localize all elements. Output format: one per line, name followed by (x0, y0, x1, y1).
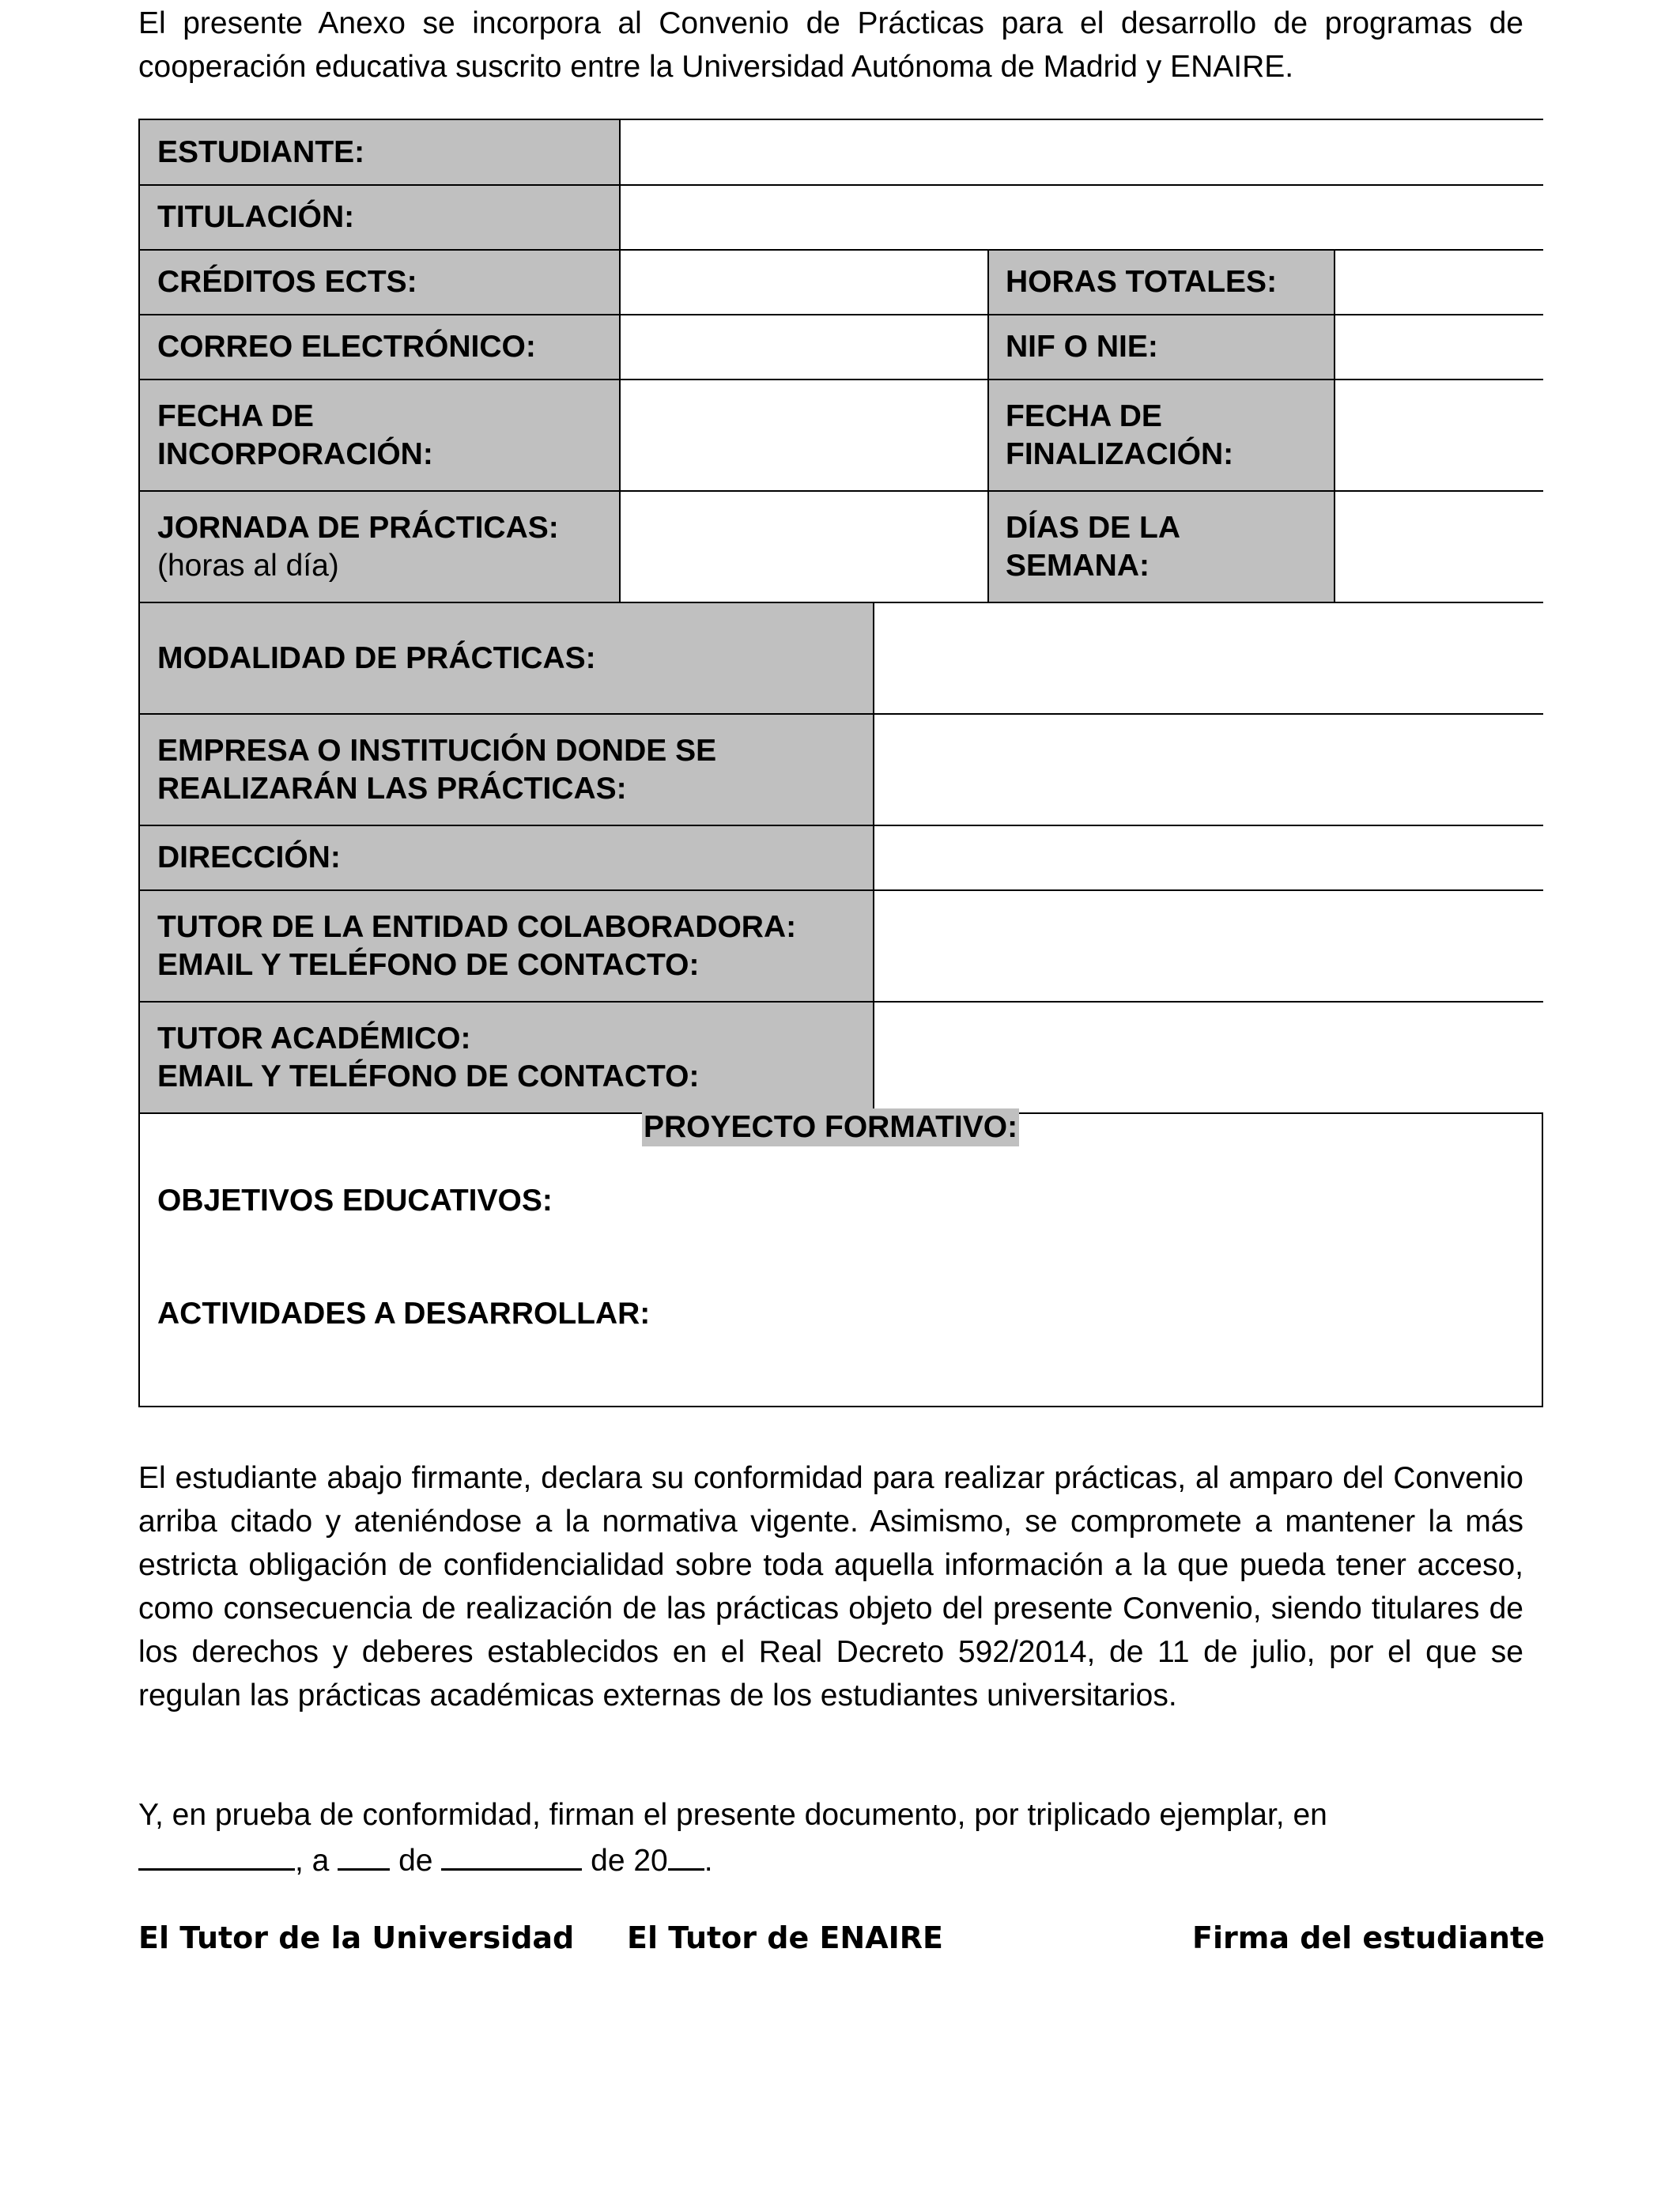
label-nif: NIF O NIE: (988, 315, 1335, 380)
label-tutor-academico: TUTOR ACADÉMICO: EMAIL Y TELÉFONO DE CONTACTO: (140, 1002, 874, 1113)
agreement-paragraph (138, 1793, 1523, 1882)
label-estudiante: ESTUDIANTE: (140, 120, 620, 185)
label-creditos: CRÉDITOS ECTS: (140, 250, 620, 315)
grid-line (140, 379, 1543, 380)
label-tutor-entidad: TUTOR DE LA ENTIDAD COLABORADORA: EMAIL Y TELÉFONO DE CONTACTO: (140, 890, 874, 1002)
agreement-period: . (704, 1844, 713, 1878)
grid-line (140, 490, 1543, 492)
agreement-de: de (398, 1844, 433, 1878)
grid-line (140, 1001, 1543, 1003)
label-direccion: DIRECCIÓN: (140, 825, 874, 890)
blank-day[interactable] (338, 1837, 390, 1871)
label-dias-semana: DÍAS DE LA SEMANA: (988, 491, 1335, 602)
grid-line (140, 602, 1543, 603)
label-correo: CORREO ELECTRÓNICO: (140, 315, 620, 380)
label-actividades: ACTIVIDADES A DESARROLLAR: (157, 1297, 651, 1331)
intro-paragraph: El presente Anexo se incorpora al Convenio de Prácticas para el desarrollo de programas de cooperación educativa suscrito entre la Universidad Autónoma de Madrid y ENAIRE. (138, 6, 1523, 84)
field-tutor-entidad[interactable] (874, 890, 1543, 1002)
label-fecha-finalizacion: FECHA DE FINALIZACIÓN: (988, 380, 1335, 491)
field-modalidad[interactable] (874, 602, 1543, 714)
grid-line (140, 889, 1543, 891)
grid-line (140, 249, 1543, 251)
field-correo[interactable] (620, 315, 988, 380)
signature-student: Firma del estudiante (1192, 1920, 1545, 1955)
agreement-de-20: de 20 (591, 1844, 668, 1878)
declaration-paragraph: El estudiante abajo firmante, declara su conformidad para realizar prácticas, al amparo del Convenio arriba citado y ateniéndose a la normativa vigente. Asimismo, se compromete a mantener la más estricta obligación de confidencialidad sobre toda aquella información a la que pueda tener acceso, como consecuencia de realización de las prácticas objeto del presente Convenio, siendo titulares de los derechos y deberes establecidos en el Real Decreto 592/2014, de 11 de julio, por el que se regulan las prácticas académicas externas de los estudiantes universitarios. (138, 1461, 1523, 1713)
field-nif[interactable] (1335, 315, 1543, 380)
label-modalidad: MODALIDAD DE PRÁCTICAS: (140, 602, 874, 714)
grid-line (987, 250, 989, 602)
label-titulacion: TITULACIÓN: (140, 185, 620, 250)
grid-line (873, 602, 874, 1113)
grid-line (1334, 250, 1335, 602)
signature-university-tutor: El Tutor de la Universidad (138, 1920, 575, 1955)
proyecto-formativo-heading: PROYECTO FORMATIVO: (642, 1108, 1019, 1146)
field-dias-semana[interactable] (1335, 491, 1543, 602)
grid-line (619, 120, 621, 602)
blank-place[interactable] (138, 1837, 295, 1871)
field-estudiante[interactable] (620, 120, 1543, 185)
signature-enaire-tutor: El Tutor de ENAIRE (627, 1920, 943, 1955)
field-jornada[interactable] (620, 491, 988, 602)
grid-line (140, 825, 1543, 826)
field-direccion[interactable] (874, 825, 1543, 890)
label-objetivos: OBJETIVOS EDUCATIVOS: (157, 1184, 553, 1218)
field-tutor-academico[interactable] (874, 1002, 1543, 1113)
blank-month[interactable] (441, 1837, 582, 1871)
label-empresa: EMPRESA O INSTITUCIÓN DONDE SE REALIZARÁN LAS PRÁCTICAS: (140, 714, 874, 825)
field-empresa[interactable] (874, 714, 1543, 825)
field-horas-totales[interactable] (1335, 250, 1543, 315)
field-creditos[interactable] (620, 250, 988, 315)
field-fecha-incorporacion[interactable] (620, 380, 988, 491)
label-fecha-incorporacion: FECHA DE INCORPORACIÓN: (140, 380, 620, 491)
annex-form (138, 119, 1543, 1407)
field-titulacion[interactable] (620, 185, 1543, 250)
label-jornada: JORNADA DE PRÁCTICAS: (horas al día) (140, 491, 620, 602)
field-fecha-finalizacion[interactable] (1335, 380, 1543, 491)
grid-line (140, 713, 1543, 715)
blank-year[interactable] (668, 1837, 704, 1871)
grid-line (140, 314, 1543, 315)
agreement-comma-a: , a (295, 1844, 330, 1878)
agreement-line1: Y, en prueba de conformidad, firman el presente documento, por triplicado ejemplar, en (138, 1798, 1327, 1832)
label-horas-totales: HORAS TOTALES: (988, 250, 1335, 315)
grid-line (140, 184, 1543, 186)
label-jornada-sub: (horas al día) (157, 548, 339, 583)
